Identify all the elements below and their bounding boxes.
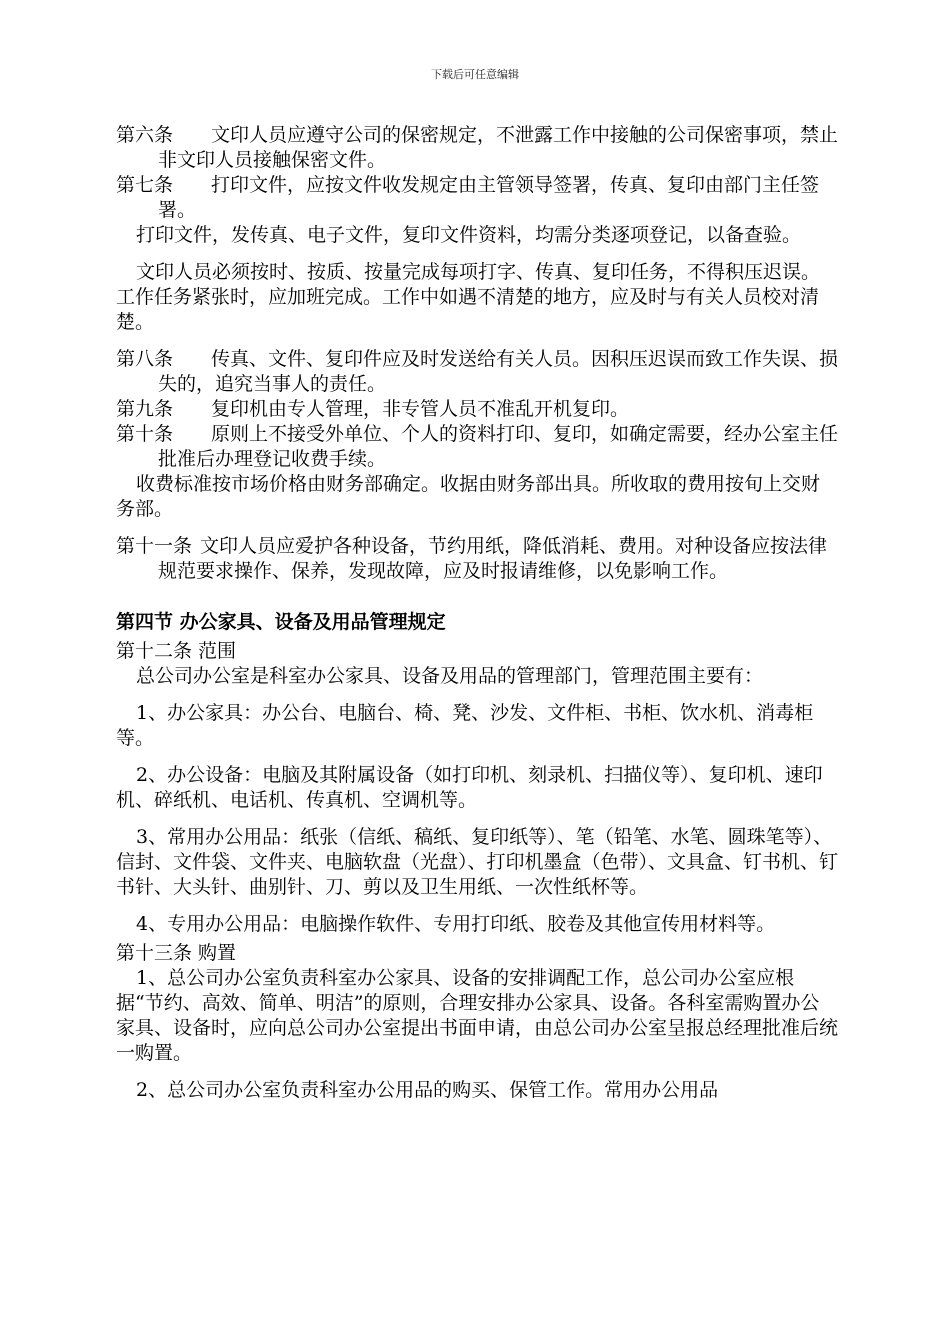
article-number: 第八条 — [116, 348, 174, 370]
article-11 — [116, 534, 838, 584]
paragraph: 总公司办公室是科室办公家具、设备及用品的管理部门，管理范围主要有： — [136, 665, 764, 687]
paragraph: 2、总公司办公室负责科室办公用品的购买、保管工作。常用办公用品 — [136, 1079, 719, 1101]
section-heading: 第四节 办公家具、设备及用品管理规定 — [116, 611, 446, 633]
article-6 — [116, 123, 838, 173]
article-text: 传真、文件、复印件应及时发送给有关人员。因积压迟误而致工作失误、损失的，追究当事人的责任。 — [158, 348, 839, 395]
list-item: 1、办公家具：办公台、电脑台、椅、凳、沙发、文件柜、书柜、饮水机、消毒柜等。 — [116, 702, 814, 749]
article-text: 文印人员应爱护各种设备，节约用纸，降低消耗、费用。对种设备应按法律规范要求操作、保养，发现故障，应及时报请维修，以免影响工作。 — [158, 535, 828, 582]
article-number: 第九条 — [116, 398, 174, 420]
article-text: 原则上不接受外单位、个人的资料打印、复印，如确定需要，经办公室主任批准后办理登记收费手续。 — [158, 423, 839, 470]
article-title: 第十二条 范围 — [116, 640, 237, 662]
article-number: 第十一条 — [116, 535, 193, 557]
article-number: 第十条 — [116, 423, 174, 445]
article-7 — [116, 173, 838, 223]
article-text: 打印文件，应按文件收发规定由主管领导签署，传真、复印由部门主任签署。 — [158, 174, 820, 221]
article-9 — [116, 397, 838, 422]
paragraph: 1、总公司办公室负责科室办公家具、设备的安排调配工作，总公司办公室应根据“节约、高效、简单、明洁”的原则，合理安排办公家具、设备。各科室需购置办公家具、设备时，应向总公司办公室提出书面申请，由总公司办公室呈报总经理批准后统一购置。 — [116, 967, 839, 1064]
document-body — [116, 123, 838, 1103]
page-header: 下载后可任意编辑 — [431, 68, 519, 81]
article-text: 文印人员应遵守公司的保密规定，不泄露工作中接触的公司保密事项，禁止非文印人员接触保密文件。 — [158, 124, 839, 171]
article-text: 复印机由专人管理，非专管人员不准乱开机复印。 — [211, 398, 630, 420]
list-item: 2、办公设备：电脑及其附属设备（如打印机、刻录机、扫描仪等）、复印机、速印机、碎纸机、电话机、传真机、空调机等。 — [116, 764, 823, 811]
paragraph: 文印人员必须按时、按质、按量完成每项打字、传真、复印任务，不得积压迟误。工作任务紧张时，应加班完成。工作中如遇不清楚的地方，应及时与有关人员校对清楚。 — [116, 261, 821, 333]
article-10 — [116, 422, 838, 472]
paragraph: 收费标准按市场价格由财务部确定。收据由财务部出具。所收取的费用按旬上交财务部。 — [116, 473, 821, 520]
list-item: 3、常用办公用品：纸张（信纸、稿纸、复印纸等）、笔（铅笔、水笔、圆珠笔等）、信封、文件袋、文件夹、电脑软盘（光盘）、打印机墨盒（色带）、文具盒、钉书机、钉书针、大头针、曲别针、刀、剪以及卫生用纸、一次性纸杯等。 — [116, 826, 839, 898]
article-number: 第七条 — [116, 174, 174, 196]
article-number: 第六条 — [116, 124, 174, 146]
article-title: 第十三条 购置 — [116, 942, 237, 964]
article-8 — [116, 347, 838, 397]
paragraph: 打印文件，发传真、电子文件，复印文件资料，均需分类逐项登记，以备查验。 — [136, 224, 802, 246]
list-item: 4、专用办公用品：电脑操作软件、专用打印纸、胶卷及其他宣传用材料等。 — [136, 913, 776, 935]
